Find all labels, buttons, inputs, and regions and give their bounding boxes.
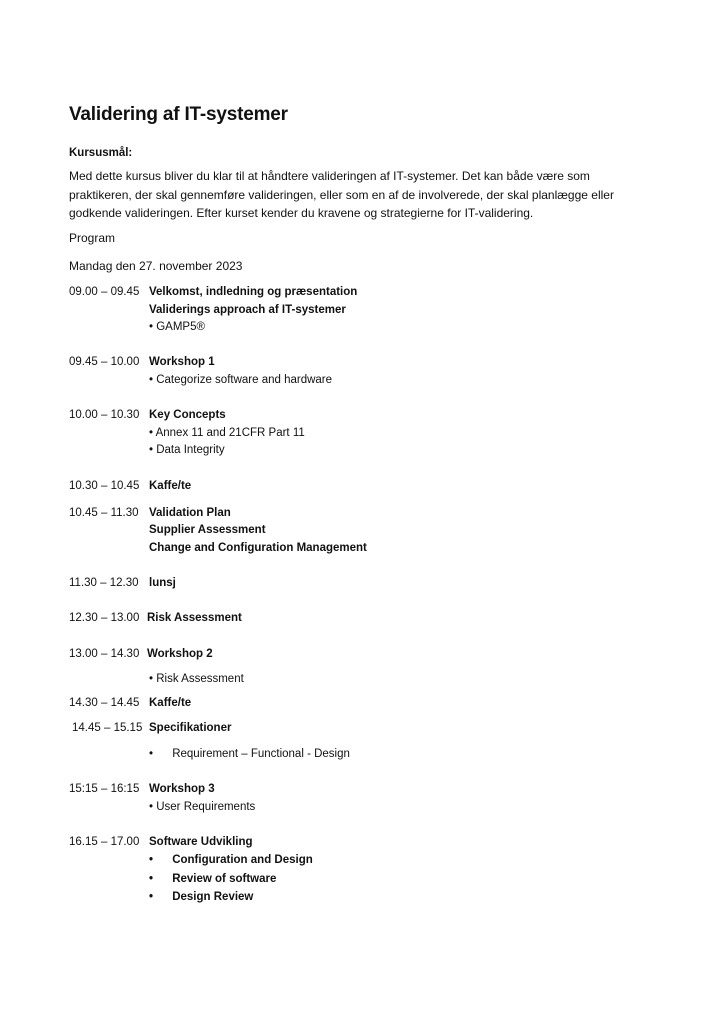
- session-time: 10.45 – 11.30: [69, 507, 139, 519]
- bullet-text: Data Integrity: [156, 444, 225, 456]
- bullet-text: Review of software: [172, 873, 277, 885]
- bullet-text: Configuration and Design: [172, 854, 313, 866]
- session-bullet: • Requirement – Functional - Design: [149, 748, 350, 760]
- bullet-text: Categorize software and hardware: [156, 374, 333, 386]
- session-title: Specifikationer: [149, 722, 232, 734]
- course-goal-heading: Kursusmål:: [69, 147, 133, 159]
- session-title: Risk Assessment: [147, 612, 242, 624]
- session-time: 10.00 – 10.30: [69, 409, 140, 421]
- session-title: Velkomst, indledning og præsentation: [149, 286, 358, 298]
- bullet-text: User Requirements: [156, 801, 256, 813]
- session-time: 14.45 – 15.15: [72, 722, 143, 734]
- bullet-text: Design Review: [172, 891, 254, 903]
- session-bullet: • User Requirements: [149, 801, 256, 813]
- session-bullet: • GAMP5®: [149, 321, 205, 333]
- session-bullet: • Design Review: [149, 891, 254, 903]
- session-title: Validerings approach af IT-systemer: [149, 304, 346, 316]
- page-title: Validering af IT-systemer: [69, 104, 288, 125]
- session-title: Kaffe/te: [149, 480, 192, 492]
- session-title: Change and Configuration Management: [149, 542, 367, 554]
- session-time: 12.30 – 13.00: [69, 612, 140, 624]
- session-title: lunsj: [149, 577, 176, 589]
- intro-line: Med dette kursus bliver du klar til at håndtere valideringen af IT-systemer. Det kan både være som: [69, 169, 590, 183]
- intro-line: praktikeren, der skal gennemføre valideringen, eller som en af de involverede, der skal planlægge eller: [69, 187, 614, 202]
- session-title: Software Udvikling: [149, 836, 253, 848]
- session-time: 16.15 – 17.00: [69, 836, 140, 848]
- session-title: Key Concepts: [149, 409, 226, 421]
- session-time: 11.30 – 12.30: [69, 577, 139, 589]
- session-bullet: • Review of software: [149, 873, 277, 885]
- session-title: Kaffe/te: [149, 697, 192, 709]
- session-bullet: • Categorize software and hardware: [149, 374, 333, 386]
- session-title: Workshop 1: [149, 356, 215, 368]
- program-label: Program: [69, 231, 116, 245]
- session-bullet: • Data Integrity: [149, 444, 225, 456]
- intro-line: godkende valideringen. Efter kurset kender du kravene og strategierne for IT-validering.: [69, 206, 534, 220]
- session-time: 13.00 – 14.30: [69, 648, 140, 660]
- bullet-text: Annex 11 and 21CFR Part 11: [155, 427, 305, 439]
- bullet-text: GAMP5®: [156, 321, 205, 333]
- session-bullet: • Configuration and Design: [149, 854, 313, 866]
- session-time: 15:15 – 16:15: [69, 783, 140, 795]
- session-title: Workshop 3: [149, 783, 215, 795]
- session-title: Validation Plan: [149, 507, 231, 519]
- session-time: 14.30 – 14.45: [69, 697, 140, 709]
- bullet-text: Requirement – Functional - Design: [172, 748, 350, 760]
- bullet-text: Risk Assessment: [156, 673, 244, 685]
- session-time: 09.45 – 10.00: [69, 356, 140, 368]
- session-bullet: • Risk Assessment: [149, 673, 244, 685]
- session-title: Supplier Assessment: [149, 524, 266, 536]
- session-time: 09.00 – 09.45: [69, 286, 140, 298]
- session-time: 10.30 – 10.45: [69, 480, 140, 492]
- program-date: Mandag den 27. november 2023: [69, 259, 243, 273]
- session-bullet: • Annex 11 and 21CFR Part 11: [149, 427, 305, 439]
- session-title: Workshop 2: [147, 648, 213, 660]
- course-description: [69, 167, 669, 223]
